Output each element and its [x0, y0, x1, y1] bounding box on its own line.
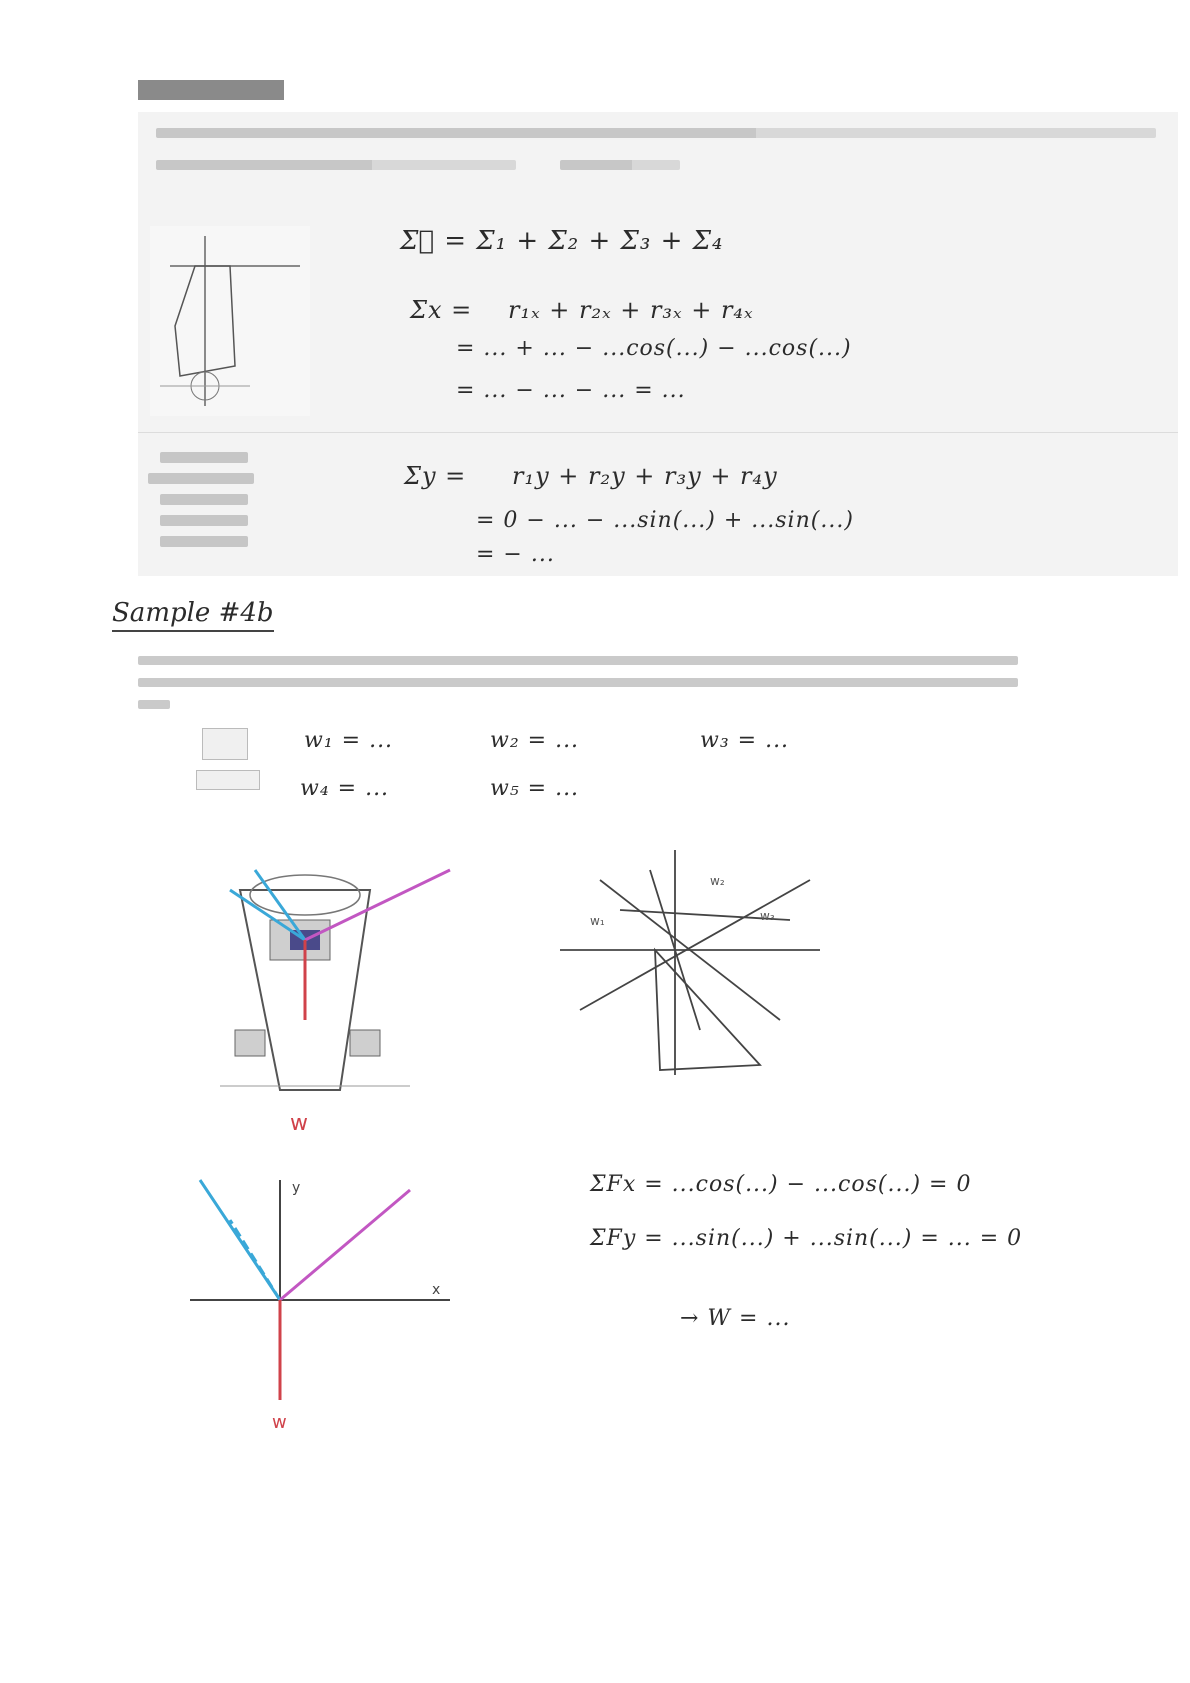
force-sketch-figure — [220, 850, 470, 1140]
equation-y-step: = 0 − ... − ...sin(...) + ...sin(...) — [476, 508, 854, 533]
variable-w2: w₂ = ... — [490, 728, 580, 753]
equation-fy: ΣFy = ...sin(...) + ...sin(...) = ... = 0 — [590, 1226, 1023, 1251]
legend-row — [148, 473, 254, 484]
svg-text:x: x — [432, 1282, 441, 1298]
variable-w4: w₄ = ... — [300, 776, 390, 801]
coordinate-force-diagram — [180, 1160, 460, 1440]
variable-icon — [202, 728, 248, 760]
equation-sum-x-lhs: Σx = — [410, 296, 473, 324]
panel-sketch-figure — [150, 226, 310, 416]
equation-result: → W = ... — [680, 1306, 791, 1331]
paragraph-line — [138, 678, 1018, 687]
section-title: Sample #4b — [112, 598, 274, 632]
paragraph-line — [138, 700, 170, 709]
legend-row — [160, 494, 248, 505]
equation-sum-y-lhs: Σy = — [404, 462, 467, 490]
paragraph-line — [138, 656, 1018, 665]
panel-legend — [148, 442, 268, 568]
legend-row — [160, 536, 248, 547]
equation-sum-y-rhs: r₁y + r₂y + r₃y + r₄y — [512, 462, 778, 490]
svg-text:y: y — [292, 1180, 301, 1196]
variable-icon — [196, 770, 260, 790]
equation-x-result: = ... − ... − ... = ... — [456, 378, 686, 403]
variable-w3: w₃ = ... — [700, 728, 790, 753]
svg-text:w: w — [290, 1111, 308, 1136]
equation-sum: Σ⃗ = Σ₁ + Σ₂ + Σ₃ + Σ₄ — [400, 226, 724, 256]
svg-text:w₁: w₁ — [590, 914, 605, 928]
line-sketch-figure — [560, 850, 830, 1080]
equation-x-step: = ... + ... − ...cos(...) − ...cos(...) — [456, 336, 852, 361]
legend-row — [160, 515, 248, 526]
svg-text:w₃: w₃ — [760, 909, 775, 923]
svg-text:w: w — [272, 1412, 287, 1433]
panel-divider — [138, 432, 1178, 433]
problem-text-line — [560, 160, 680, 170]
problem-text-line — [156, 128, 1156, 138]
variable-w5: w₅ = ... — [490, 776, 580, 801]
problem-text-line — [156, 160, 516, 170]
equation-sum-x-rhs: r₁ₓ + r₂ₓ + r₃ₓ + r₄ₓ — [508, 296, 754, 324]
legend-row — [160, 452, 248, 463]
equation-fx: ΣFx = ...cos(...) − ...cos(...) = 0 — [590, 1172, 972, 1197]
equation-y-result: = − ... — [476, 542, 555, 567]
svg-text:w₂: w₂ — [710, 874, 725, 888]
variable-w1: w₁ = ... — [304, 728, 394, 753]
header-label-bar — [138, 80, 284, 100]
